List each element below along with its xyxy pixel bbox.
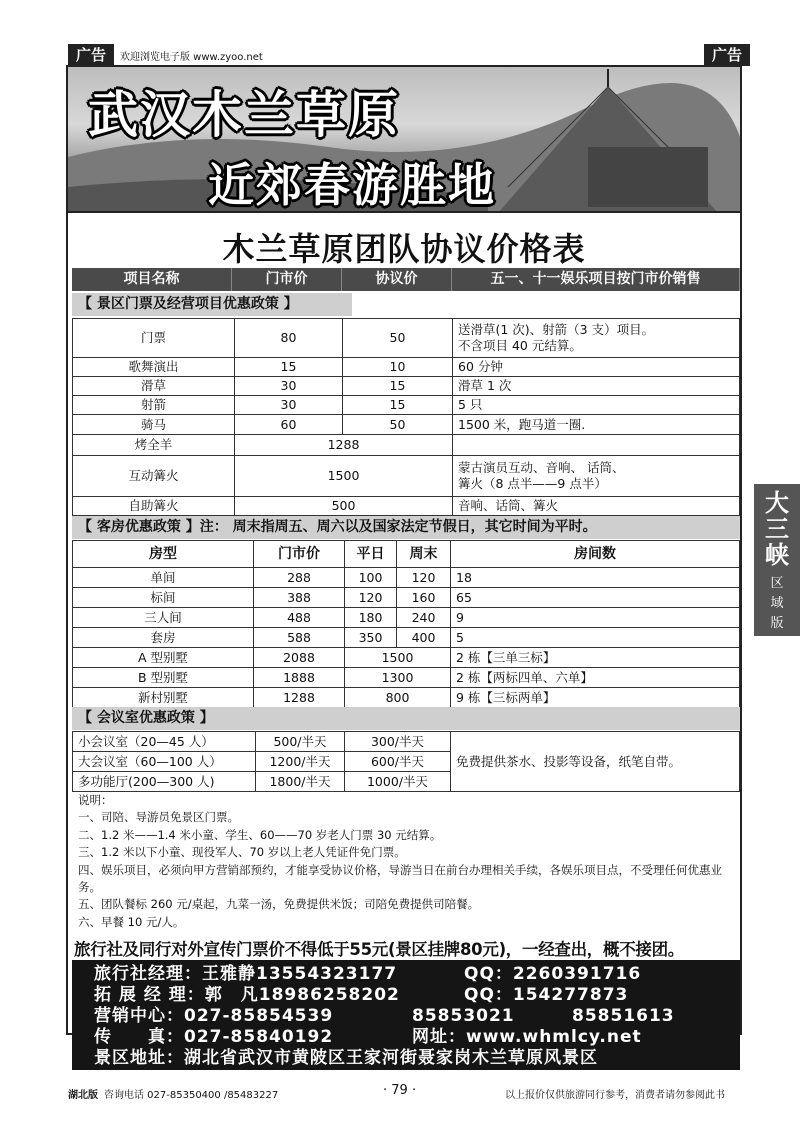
room-weekend: 160 — [396, 587, 451, 608]
contact-sales: 营销中心：027-85854539 — [94, 1006, 334, 1026]
meeting-agreed: 600/半天 — [344, 751, 451, 772]
row-dance-name: 歌舞演出 — [72, 357, 235, 377]
note-item: 六、早餐 10 元/人。 — [78, 914, 185, 929]
row-selfbonfire-name: 自助篝火 — [72, 496, 235, 516]
contact-sales-2: 85853021 — [412, 1006, 515, 1026]
room-type: 单间 — [72, 567, 254, 588]
th-retail: 门市价 — [232, 268, 342, 291]
row-lamb-note — [452, 434, 740, 456]
row-dance-retail: 15 — [234, 357, 343, 377]
note-item: 一、司陪、导游员免景区门票。 — [78, 810, 239, 825]
room-weekday: 350 — [344, 627, 397, 648]
villa-price: 1500 — [344, 647, 451, 668]
contact-sales-3: 85851613 — [572, 1006, 675, 1026]
villa-retail: 2088 — [253, 647, 345, 668]
banner-line2: 近郊春游胜地 — [208, 158, 496, 212]
room-weekday: 120 — [344, 587, 397, 608]
room-weekend: 120 — [396, 567, 451, 588]
meeting-retail: 1800/半天 — [255, 771, 345, 792]
row-grass-agreed: 15 — [342, 376, 453, 396]
note-item: 四、娱乐项目，必须向甲方营销部预约，才能享受协议价格，导游当日在前台办理相关手续，各娱乐项目点，不受理任何优惠业务。 — [78, 862, 722, 895]
room-retail: 388 — [253, 587, 345, 608]
row-ticket-note: 送滑草(1 次)、射箭（3 支）项目。 不含项目 40 元结算。 — [452, 318, 740, 358]
row-horse-name: 骑马 — [72, 414, 235, 435]
room-retail: 288 — [253, 567, 345, 588]
page-number: · 79 · — [383, 1083, 417, 1098]
room-count: 9 — [450, 607, 740, 628]
row-bonfire-price: 1500 — [234, 455, 453, 497]
meeting-note: 免费提供茶水、投影等设备，纸笔自带。 — [450, 731, 740, 792]
row-selfbonfire-note: 音响、话筒、篝火 — [452, 496, 740, 516]
side-sub-2: 域 — [770, 596, 784, 611]
meeting-name: 多功能厅(200—300 人) — [72, 771, 256, 792]
row-horse-agreed: 50 — [342, 414, 453, 435]
contact-website[interactable]: 网址：www.whmlcy.net — [412, 1027, 642, 1047]
section-room-title: 【 客房优惠政策 】注： 周末指周五、周六以及国家法定节假日，其它时间为平时。 — [72, 516, 740, 539]
footer-edition: 湖北版 — [68, 1090, 98, 1101]
villa-price: 1300 — [344, 667, 451, 688]
section-scenic-title: 【 景区门票及经营项目优惠政策 】 — [72, 293, 352, 316]
note-item: 五、团队餐标 260 元/桌起，九菜一汤，免费提供米饭；司陪免费提供司陪餐。 — [78, 897, 480, 912]
room-type: 三人间 — [72, 607, 254, 628]
room-weekday: 100 — [344, 567, 397, 588]
room-th-weekday: 平日 — [344, 540, 397, 568]
room-retail: 588 — [253, 627, 345, 648]
side-title-3: 峡 — [765, 541, 789, 569]
row-archery-retail: 30 — [234, 395, 343, 415]
contact-address: 景区地址：湖北省武汉市黄陂区王家河街聂家岗木兰草原风景区 — [94, 1048, 598, 1068]
room-th-type: 房型 — [72, 540, 254, 568]
room-th-retail: 门市价 — [253, 540, 345, 568]
th-agreed: 协议价 — [342, 268, 452, 291]
meeting-agreed: 300/半天 — [344, 731, 451, 752]
side-title-1: 大 — [765, 489, 789, 517]
room-weekend: 240 — [396, 607, 451, 628]
contact-expansion: 拓 展 经 理：郭 凡18986258202 — [94, 985, 400, 1005]
row-horse-note: 1500 米，跑马道一圈. — [452, 414, 740, 435]
row-bonfire-name: 互动篝火 — [72, 455, 235, 497]
th-item: 项目名称 — [72, 268, 232, 291]
section-meeting-title: 【 会议室优惠政策 】 — [72, 707, 740, 730]
row-lamb-name: 烤全羊 — [72, 434, 235, 456]
welcome-text: 欢迎浏览电子版 www.zyoo.net — [120, 52, 263, 63]
banner-line1: 武汉木兰草原 — [88, 86, 400, 144]
villa-type: B 型别墅 — [72, 667, 254, 688]
row-selfbonfire-price: 500 — [234, 496, 453, 516]
villa-type: A 型别墅 — [72, 647, 254, 668]
side-sub-3: 版 — [770, 616, 784, 631]
room-retail: 488 — [253, 607, 345, 628]
meeting-agreed: 1000/半天 — [344, 771, 451, 792]
row-archery-note: 5 只 — [452, 395, 740, 415]
row-archery-name: 射箭 — [72, 395, 235, 415]
meeting-name: 大会议室（60—100 人） — [72, 751, 256, 772]
row-ticket-agreed: 50 — [342, 318, 453, 358]
row-dance-note: 60 分钟 — [452, 357, 740, 377]
note-item: 三、1.2 米以下小童、现役军人、70 岁以上老人凭证件免门票。 — [78, 845, 406, 860]
ad-label-left: 广告 — [68, 44, 114, 66]
row-grass-retail: 30 — [234, 376, 343, 396]
row-ticket-retail: 80 — [234, 318, 343, 358]
room-weekend: 400 — [396, 627, 451, 648]
side-title-2: 三 — [765, 515, 789, 543]
contact-manager: 旅行社经理：王雅静13554323177 — [94, 964, 398, 984]
row-bonfire-note: 蒙古演员互动、音响、 话筒、 篝火（8 点半——9 点半） — [452, 455, 740, 497]
villa-price: 800 — [344, 687, 451, 708]
villa-count: 9 栋【三标两单】 — [450, 687, 740, 708]
th-note: 五一、十一娱乐项目按门市价销售 — [452, 268, 740, 291]
room-count: 65 — [450, 587, 740, 608]
footer-disclaimer: 以上报价仅供旅游同行参考，消费者请勿参阅此书 — [505, 1090, 725, 1101]
row-archery-agreed: 15 — [342, 395, 453, 415]
villa-type: 新村别墅 — [72, 687, 254, 708]
row-ticket-name: 门票 — [72, 318, 235, 358]
row-horse-retail: 60 — [234, 414, 343, 435]
meeting-name: 小会议室（20—45 人） — [72, 731, 256, 752]
villa-retail: 1888 — [253, 667, 345, 688]
room-count: 5 — [450, 627, 740, 648]
villa-count: 2 栋【三单三标】 — [450, 647, 740, 668]
price-warning: 旅行社及同行对外宣传门票价不得低于55元(景区挂牌80元)，一经查出，概不接团。 — [74, 940, 685, 959]
meeting-retail: 500/半天 — [255, 731, 345, 752]
contact-fax: 传 真：027-85840192 — [94, 1027, 334, 1047]
note-item: 二、1.2 米——1.4 米小童、学生、60——70 岁老人门票 30 元结算。 — [78, 827, 442, 842]
villa-retail: 1288 — [253, 687, 345, 708]
room-th-weekend: 周末 — [396, 540, 451, 568]
room-type: 套房 — [72, 627, 254, 648]
contact-manager-qq: QQ：2260391716 — [464, 964, 642, 984]
footer-phone: 咨询电话 027-85350400 /85483227 — [104, 1090, 279, 1101]
notes-title: 说明： — [78, 793, 113, 807]
row-grass-name: 滑草 — [72, 376, 235, 396]
room-type: 标间 — [72, 587, 254, 608]
meeting-retail: 1200/半天 — [255, 751, 345, 772]
banner-photo — [68, 67, 740, 213]
row-lamb-price: 1288 — [234, 434, 453, 456]
villa-count: 2 栋【两标四单、六单】 — [450, 667, 740, 688]
room-th-rooms: 房间数 — [450, 540, 740, 568]
notes-block — [78, 792, 734, 931]
ad-label-right: 广告 — [704, 44, 750, 66]
contact-block — [72, 960, 740, 1070]
room-count: 18 — [450, 567, 740, 588]
row-grass-note: 滑草 1 次 — [452, 376, 740, 396]
contact-expansion-qq: QQ：154277873 — [464, 985, 629, 1005]
row-dance-agreed: 10 — [342, 357, 453, 377]
region-side-tab — [754, 484, 800, 636]
room-weekday: 180 — [344, 607, 397, 628]
side-sub-1: 区 — [770, 576, 784, 591]
page-title: 木兰草原团队协议价格表 — [222, 230, 586, 268]
